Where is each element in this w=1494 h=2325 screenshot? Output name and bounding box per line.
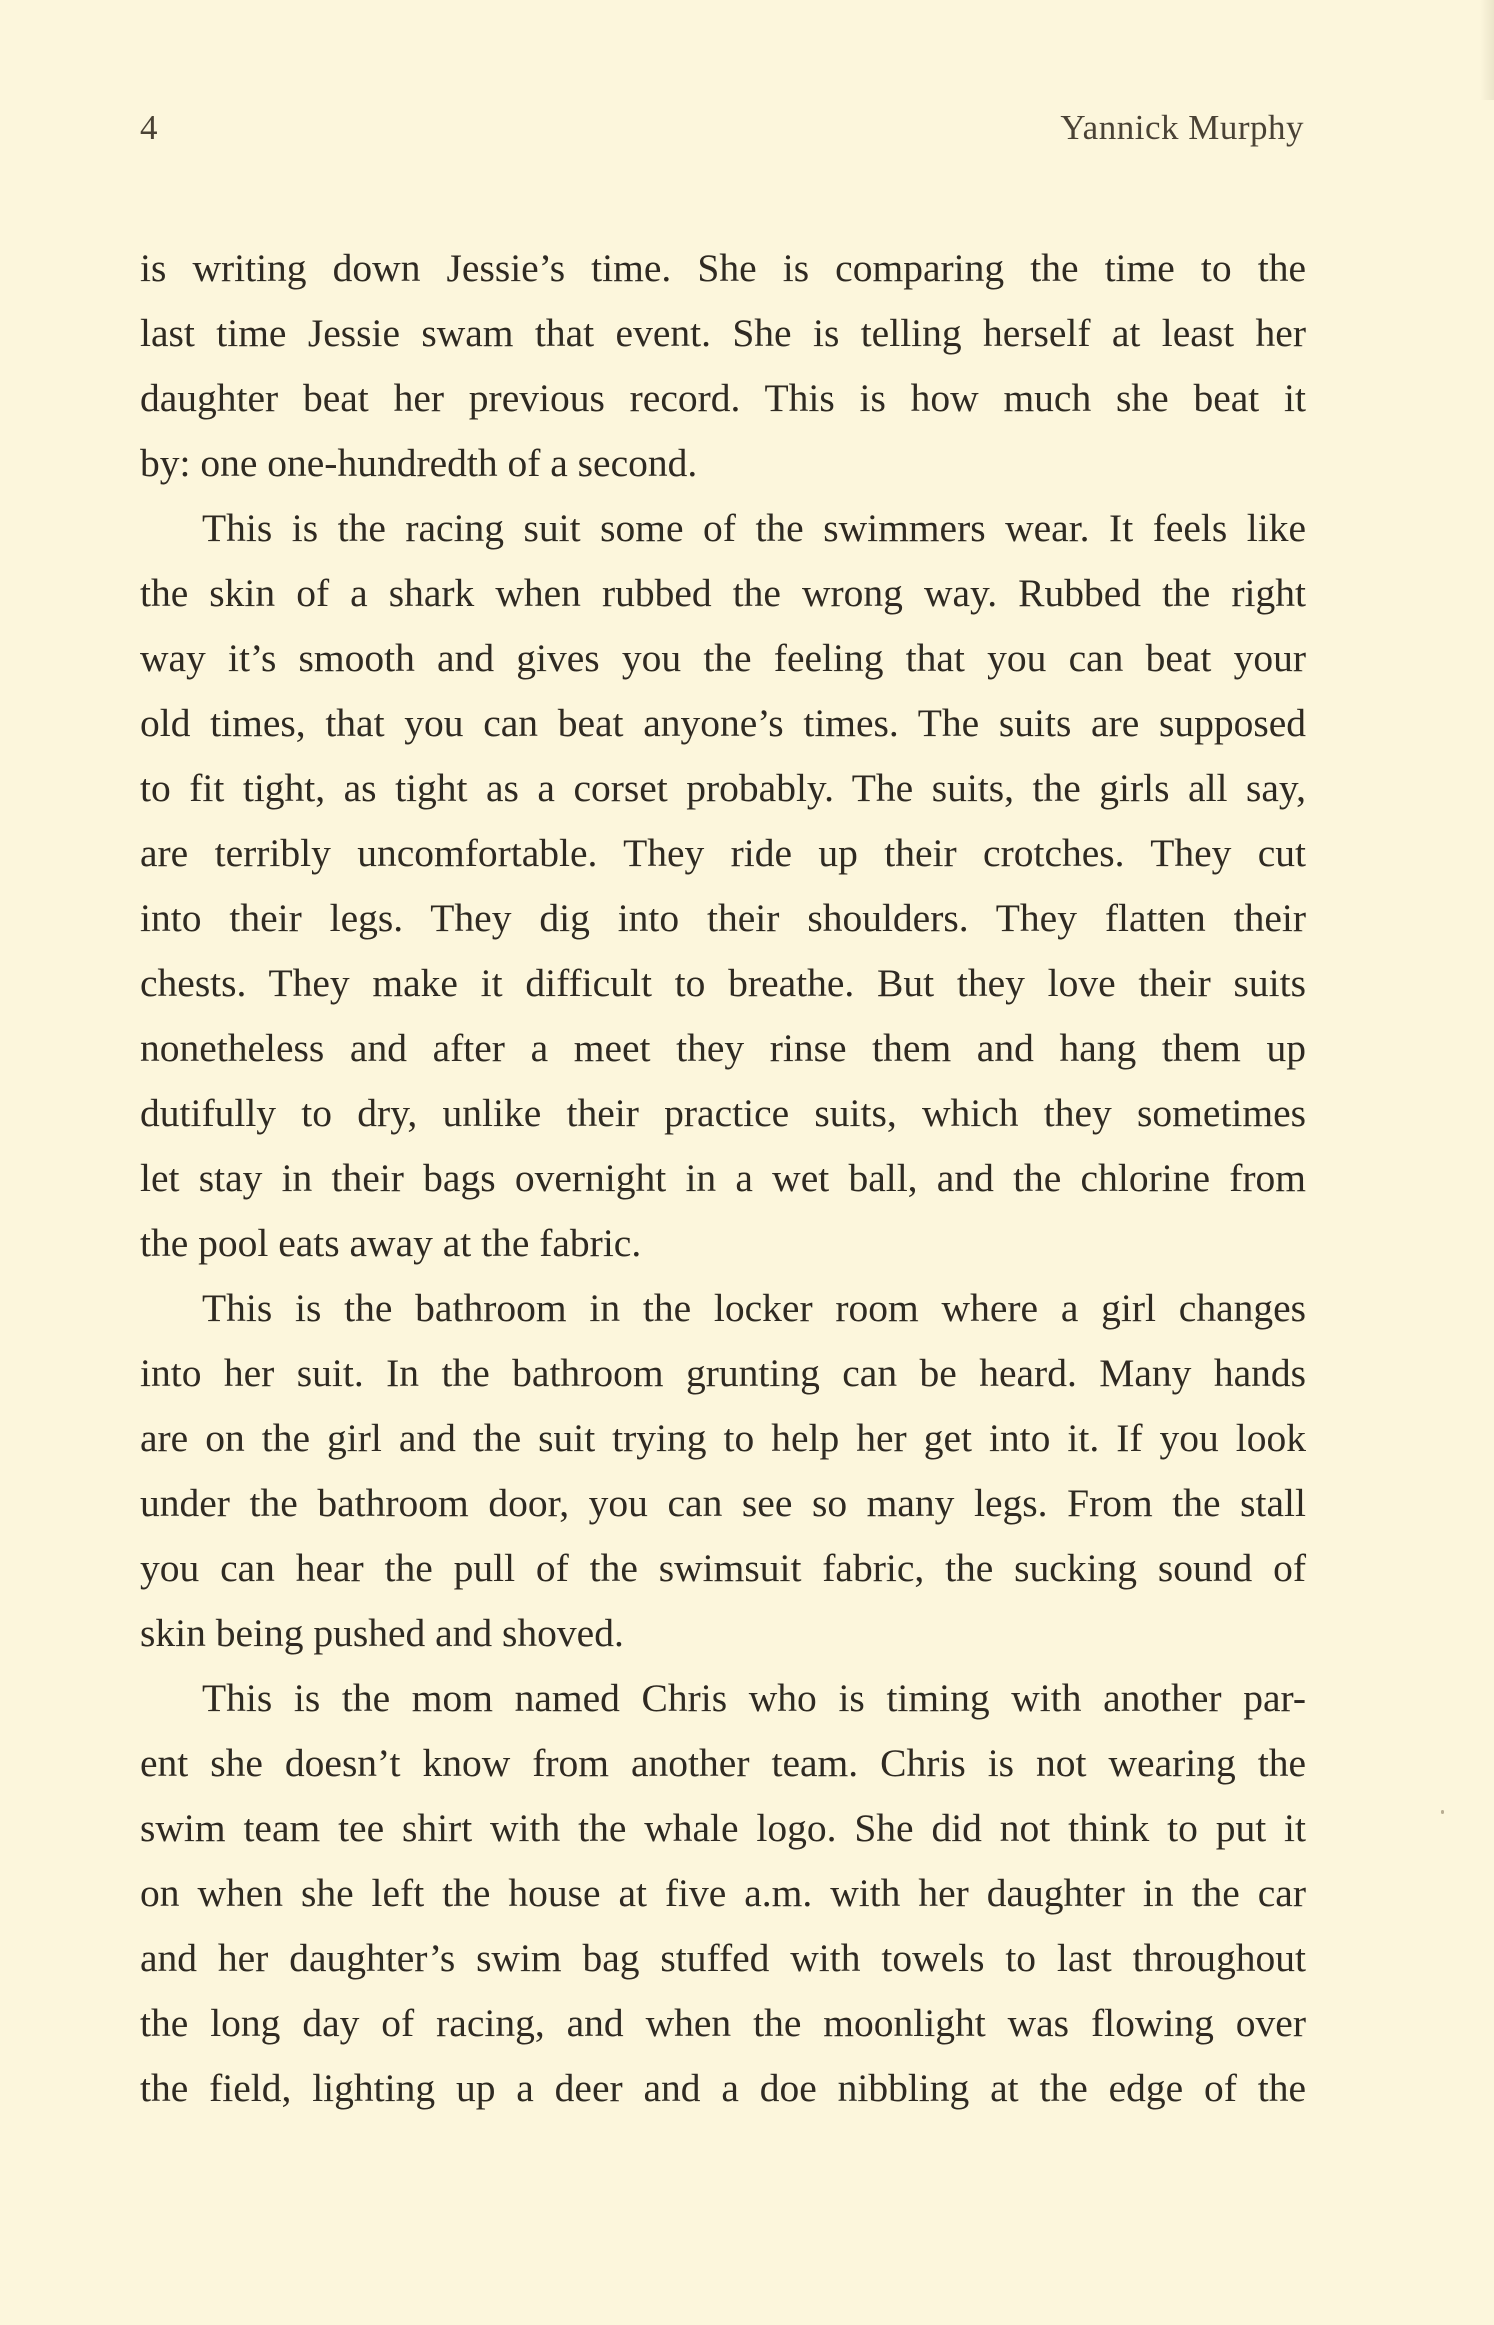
text-line: daughter beat her previous record. This is how much she beat it xyxy=(140,376,1306,420)
page-number: 4 xyxy=(140,108,158,147)
text-line: is writing down Jessie’s time. She is comparing the time to the xyxy=(140,246,1306,290)
text-line: to fit tight, as tight as a corset probably. The suits, the girls all say, xyxy=(140,766,1306,810)
page-header xyxy=(140,108,1304,158)
text-line: the long day of racing, and when the moonlight was flowing over xyxy=(140,2001,1306,2045)
text-line: way it’s smooth and gives you the feeling that you can beat your xyxy=(140,636,1306,680)
text-line: into their legs. They dig into their shoulders. They flatten their xyxy=(140,896,1306,940)
text-line: last time Jessie swam that event. She is telling herself at least her xyxy=(140,311,1306,355)
running-head-author: Yannick Murphy xyxy=(1060,108,1304,147)
text-line: the pool eats away at the fabric. xyxy=(140,1221,642,1265)
text-line: This is the mom named Chris who is timing with another par- xyxy=(202,1676,1306,1720)
scan-speck xyxy=(1441,1810,1444,1814)
text-line: you can hear the pull of the swimsuit fabric, the sucking sound of xyxy=(140,1546,1306,1590)
text-line: This is the racing suit some of the swimmers wear. It feels like xyxy=(202,506,1306,550)
page-edge-shadow xyxy=(1480,0,1494,100)
text-line: the field, lighting up a deer and a doe nibbling at the edge of the xyxy=(140,2066,1306,2110)
text-line: the skin of a shark when rubbed the wrong way. Rubbed the right xyxy=(140,571,1306,615)
text-line: on when she left the house at five a.m. with her daughter in the car xyxy=(140,1871,1306,1915)
text-line: are terribly uncomfortable. They ride up their crotches. They cut xyxy=(140,831,1306,875)
text-line: nonetheless and after a meet they rinse them and hang them up xyxy=(140,1026,1306,1070)
text-line: This is the bathroom in the locker room where a girl changes xyxy=(202,1286,1306,1330)
text-line: are on the girl and the suit trying to help her get into it. If you look xyxy=(140,1416,1306,1460)
text-line: skin being pushed and shoved. xyxy=(140,1611,624,1655)
text-line: ent she doesn’t know from another team. Chris is not wearing the xyxy=(140,1741,1306,1785)
text-line: old times, that you can beat anyone’s times. The suits are supposed xyxy=(140,701,1306,745)
text-line: swim team tee shirt with the whale logo. She did not think to put it xyxy=(140,1806,1306,1850)
text-line: by: one one-hundredth of a second. xyxy=(140,441,698,485)
text-line: chests. They make it difficult to breathe. But they love their suits xyxy=(140,961,1306,1005)
text-line: into her suit. In the bathroom grunting can be heard. Many hands xyxy=(140,1351,1306,1395)
body-text xyxy=(140,236,1306,2121)
text-line: dutifully to dry, unlike their practice suits, which they sometimes xyxy=(140,1091,1306,1135)
text-line: under the bathroom door, you can see so many legs. From the stall xyxy=(140,1481,1306,1525)
text-line: let stay in their bags overnight in a wet ball, and the chlorine from xyxy=(140,1156,1306,1200)
text-line: and her daughter’s swim bag stuffed with towels to last throughout xyxy=(140,1936,1306,1980)
